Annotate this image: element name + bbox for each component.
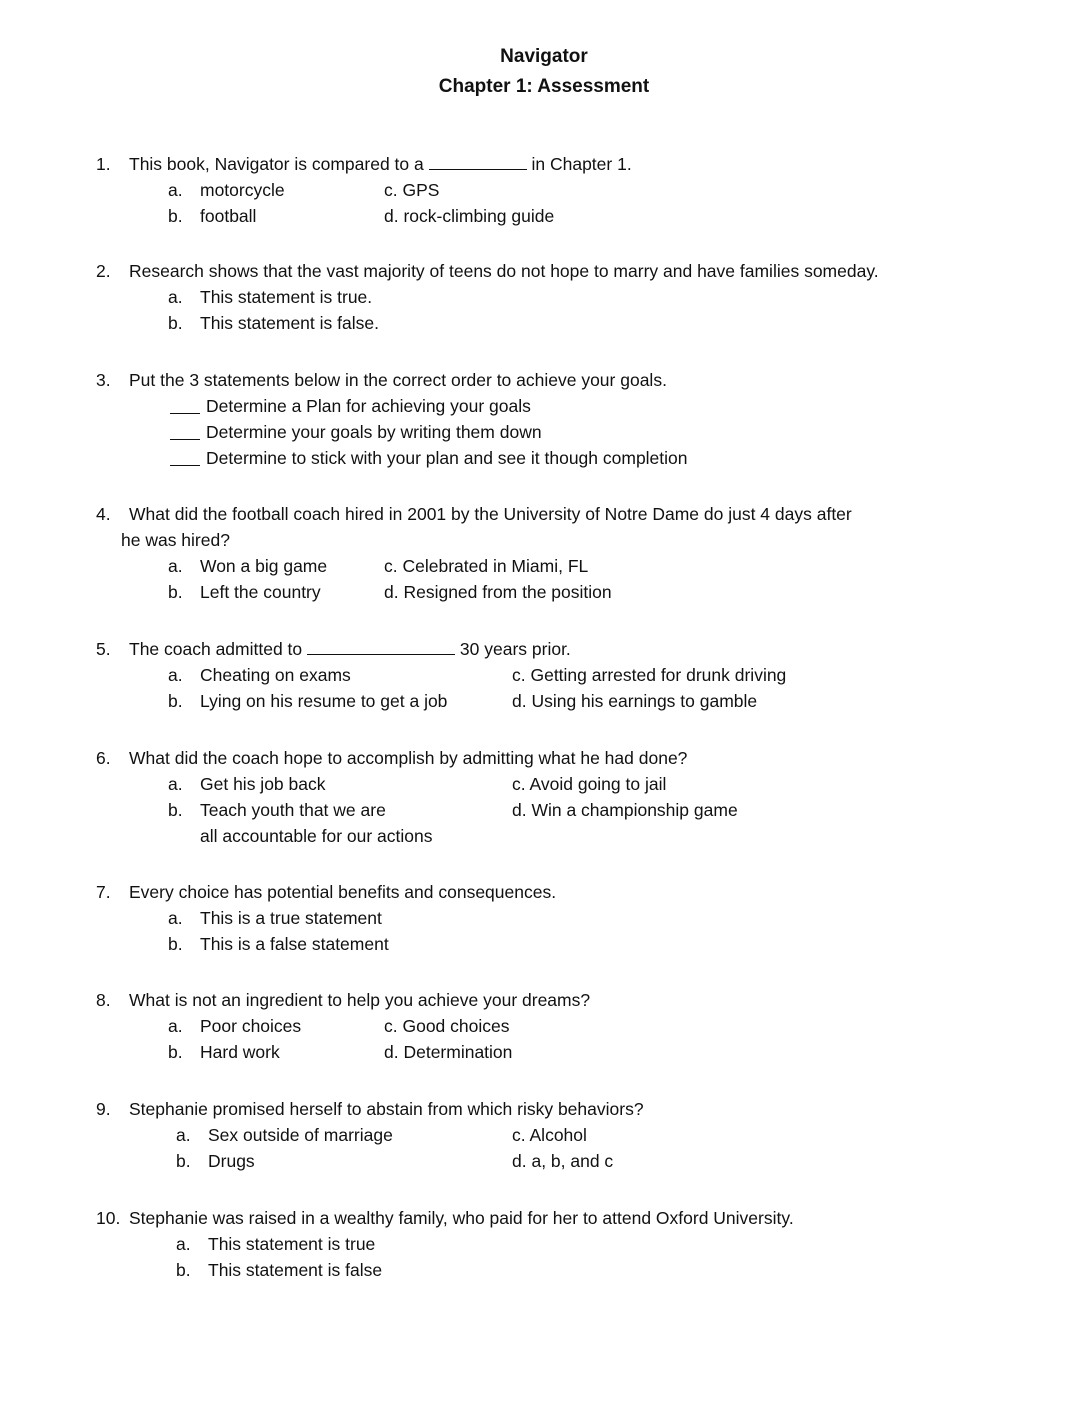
option-row <box>96 662 996 688</box>
question-number: 3. <box>96 370 111 390</box>
option-letter: b. <box>168 582 183 602</box>
question-stem: Research shows that the vast majority of teens do not hope to marry and have families someday. <box>129 261 879 281</box>
option-c[interactable]: c. Getting arrested for drunk driving <box>512 665 787 685</box>
question-stem-end: in Chapter 1. <box>531 154 632 174</box>
option-continued: all accountable for our actions <box>200 826 433 846</box>
option-row <box>96 579 996 605</box>
option-b[interactable]: Left the country <box>200 582 321 602</box>
option-b[interactable]: Teach youth that we are <box>200 800 386 820</box>
option-b[interactable]: Hard work <box>200 1042 280 1062</box>
question-number: 9. <box>96 1099 111 1119</box>
option-a[interactable]: Cheating on exams <box>200 665 351 685</box>
order-item-text: Determine to stick with your plan and see it though completion <box>206 448 688 468</box>
option-b[interactable]: This statement is false <box>208 1260 383 1280</box>
page-title: Navigator <box>500 46 588 67</box>
question-number: 8. <box>96 990 111 1010</box>
question-number: 1. <box>96 154 111 174</box>
option-a[interactable]: This is a true statement <box>200 908 382 928</box>
order-blank[interactable] <box>170 419 200 440</box>
question-number: 4. <box>96 504 111 524</box>
option-letter: b. <box>168 313 183 333</box>
option-row <box>96 203 996 229</box>
question-number: 6. <box>96 748 111 768</box>
option-letter: a. <box>168 908 183 928</box>
order-blank[interactable] <box>170 393 200 414</box>
option-a[interactable]: This statement is true. <box>200 287 373 307</box>
option-letter: b. <box>176 1151 191 1171</box>
option-c[interactable]: c. Avoid going to jail <box>512 774 667 794</box>
option-letter: a. <box>168 180 183 200</box>
option-row <box>96 771 996 797</box>
question-9 <box>96 1096 996 1174</box>
question-5 <box>96 636 996 714</box>
option-c[interactable]: c. Good choices <box>384 1016 510 1036</box>
question-number: 7. <box>96 882 111 902</box>
option-row <box>96 177 996 203</box>
option-a[interactable]: Get his job back <box>200 774 326 794</box>
option-b[interactable]: Drugs <box>208 1151 255 1171</box>
option-letter: a. <box>168 665 183 685</box>
option-a[interactable]: Poor choices <box>200 1016 302 1036</box>
option-row <box>96 688 996 714</box>
question-stem-end: 30 years prior. <box>459 639 571 659</box>
option-b[interactable]: Lying on his resume to get a job <box>200 691 448 711</box>
option-row <box>96 1122 996 1148</box>
option-row <box>96 553 996 579</box>
option-row <box>96 931 996 957</box>
order-item-text: Determine your goals by writing them down <box>206 422 542 442</box>
option-b[interactable]: football <box>200 206 257 226</box>
question-stem: This book, Navigator is compared to a <box>129 154 424 174</box>
question-number: 5. <box>96 639 111 659</box>
option-b[interactable]: This statement is false. <box>200 313 379 333</box>
option-row <box>96 1231 996 1257</box>
option-letter: a. <box>168 774 183 794</box>
question-stem-continued: he was hired? <box>121 530 230 550</box>
question-stem: The coach admitted to <box>129 639 303 659</box>
question-stem: Every choice has potential benefits and consequences. <box>129 882 557 902</box>
order-blank[interactable] <box>170 445 200 466</box>
order-item <box>96 419 996 445</box>
question-stem: What did the football coach hired in 2001 by the University of Notre Dame do just 4 days after <box>129 504 852 524</box>
order-item-text: Determine a Plan for achieving your goals <box>206 396 531 416</box>
option-row <box>96 310 996 336</box>
option-letter: b. <box>168 1042 183 1062</box>
option-row <box>96 1039 996 1065</box>
answer-blank[interactable] <box>429 152 527 170</box>
option-b[interactable]: This is a false statement <box>200 934 389 954</box>
option-row <box>96 1257 996 1283</box>
question-7 <box>96 879 996 957</box>
option-d[interactable]: d. Resigned from the position <box>384 582 612 602</box>
option-letter: b. <box>168 206 183 226</box>
option-d[interactable]: d. Determination <box>384 1042 513 1062</box>
question-number: 2. <box>96 261 111 281</box>
option-row <box>96 284 996 310</box>
question-10 <box>96 1205 996 1283</box>
option-letter: b. <box>168 934 183 954</box>
option-row <box>96 1148 996 1174</box>
question-8 <box>96 987 996 1065</box>
option-letter: a. <box>168 556 183 576</box>
answer-blank[interactable] <box>307 637 455 655</box>
option-c[interactable]: c. GPS <box>384 180 440 200</box>
question-stem: What did the coach hope to accomplish by admitting what he had done? <box>129 748 688 768</box>
option-d[interactable]: d. Win a championship game <box>512 800 738 820</box>
question-stem: What is not an ingredient to help you achieve your dreams? <box>129 990 591 1010</box>
option-letter: a. <box>168 1016 183 1036</box>
option-letter: b. <box>168 800 183 820</box>
option-d[interactable]: d. rock-climbing guide <box>384 206 555 226</box>
question-1 <box>96 151 996 229</box>
question-2 <box>96 258 996 336</box>
question-3 <box>96 367 996 471</box>
question-6 <box>96 745 996 849</box>
page-subtitle: Chapter 1: Assessment <box>438 76 650 97</box>
option-row <box>96 905 996 931</box>
option-letter: b. <box>168 691 183 711</box>
order-item <box>96 445 996 471</box>
option-row <box>96 1013 996 1039</box>
question-stem: Put the 3 statements below in the correct order to achieve your goals. <box>129 370 667 390</box>
option-a[interactable]: Sex outside of marriage <box>208 1125 393 1145</box>
option-d[interactable]: d. a, b, and c <box>512 1151 614 1171</box>
question-stem: Stephanie promised herself to abstain from which risky behaviors? <box>129 1099 644 1119</box>
option-letter: a. <box>168 287 183 307</box>
option-c[interactable]: c. Alcohol <box>512 1125 587 1145</box>
option-row <box>96 797 996 823</box>
option-a[interactable]: Won a big game <box>200 556 328 576</box>
question-4 <box>96 501 996 605</box>
question-number: 10. <box>96 1208 121 1228</box>
option-a[interactable]: motorcycle <box>200 180 285 200</box>
option-a[interactable]: This statement is true <box>208 1234 376 1254</box>
option-c[interactable]: c. Celebrated in Miami, FL <box>384 556 589 576</box>
option-letter: a. <box>176 1125 191 1145</box>
option-letter: a. <box>176 1234 191 1254</box>
option-d[interactable]: d. Using his earnings to gamble <box>512 691 758 711</box>
order-item <box>96 393 996 419</box>
question-stem: Stephanie was raised in a wealthy family, who paid for her to attend Oxford University. <box>129 1208 794 1228</box>
option-letter: b. <box>176 1260 191 1280</box>
